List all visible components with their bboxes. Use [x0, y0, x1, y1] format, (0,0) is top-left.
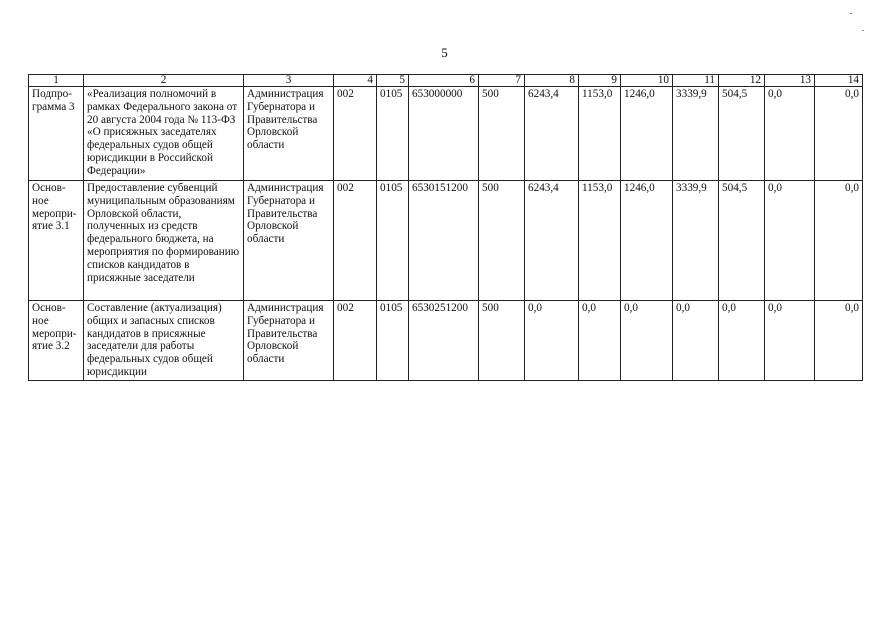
table-row — [29, 301, 863, 381]
column-header: 7 — [479, 75, 525, 87]
column-header: 13 — [765, 75, 815, 87]
column-header: 3 — [244, 75, 334, 87]
row-total: 6243,4 — [525, 181, 579, 301]
column-header: 12 — [719, 75, 765, 87]
row-y4: 0,0 — [719, 301, 765, 381]
row-type: Основ-ное меропри-ятие 3.2 — [29, 301, 84, 381]
row-rzpr: 0105 — [377, 301, 409, 381]
row-name: Составление (актуализация) общих и запасных списков кандидатов в присяжные заседатели для работы федеральных судов общей юрисдикции — [84, 301, 244, 381]
column-header: 5 — [377, 75, 409, 87]
row-y2: 1246,0 — [621, 181, 673, 301]
row-rzpr: 0105 — [377, 181, 409, 301]
budget-table — [28, 74, 863, 381]
table-row — [29, 181, 863, 301]
scan-speck — [850, 13, 852, 14]
column-header: 6 — [409, 75, 479, 87]
column-header: 1 — [29, 75, 84, 87]
row-y5: 0,0 — [765, 301, 815, 381]
row-y6: 0,0 — [815, 181, 863, 301]
page-number: 5 — [441, 45, 448, 60]
row-type: Подпро-грамма 3 — [29, 87, 84, 181]
row-vr: 500 — [479, 181, 525, 301]
scan-speck — [862, 30, 864, 31]
row-name: «Реализация полномочий в рамках Федерального закона от 20 августа 2004 года № 113-ФЗ «О присяжных заседателях федеральных судов общей юрисдикции в Российской Федерации» — [84, 87, 244, 181]
row-y6: 0,0 — [815, 87, 863, 181]
column-header: 4 — [334, 75, 377, 87]
row-type: Основ-ное меропри-ятие 3.1 — [29, 181, 84, 301]
column-header: 11 — [673, 75, 719, 87]
table-row — [29, 87, 863, 181]
row-y3: 0,0 — [673, 301, 719, 381]
column-header: 8 — [525, 75, 579, 87]
row-vr: 500 — [479, 301, 525, 381]
column-header: 2 — [84, 75, 244, 87]
column-header: 10 — [621, 75, 673, 87]
row-grbs: 002 — [334, 301, 377, 381]
row-total: 6243,4 — [525, 87, 579, 181]
column-numbers-row — [29, 75, 863, 87]
row-y1: 1153,0 — [579, 87, 621, 181]
row-name: Предоставление субвенций муниципальным образованиям Орловской области, полученных из средств федерального бюджета, на мероприятия по формированию списков кандидатов в присяжные заседатели — [84, 181, 244, 301]
row-y3: 3339,9 — [673, 87, 719, 181]
row-executor: Администрация Губернатора и Правительства Орловской области — [244, 301, 334, 381]
row-y2: 0,0 — [621, 301, 673, 381]
column-header: 9 — [579, 75, 621, 87]
row-executor: Администрация Губернатора и Правительства Орловской области — [244, 87, 334, 181]
row-y1: 1153,0 — [579, 181, 621, 301]
column-header: 14 — [815, 75, 863, 87]
row-y4: 504,5 — [719, 181, 765, 301]
row-y6: 0,0 — [815, 301, 863, 381]
row-y4: 504,5 — [719, 87, 765, 181]
row-y2: 1246,0 — [621, 87, 673, 181]
row-csr: 6530151200 — [409, 181, 479, 301]
row-executor: Администрация Губернатора и Правительства Орловской области — [244, 181, 334, 301]
row-grbs: 002 — [334, 181, 377, 301]
row-grbs: 002 — [334, 87, 377, 181]
row-y1: 0,0 — [579, 301, 621, 381]
row-csr: 653000000 — [409, 87, 479, 181]
row-y5: 0,0 — [765, 87, 815, 181]
row-total: 0,0 — [525, 301, 579, 381]
row-rzpr: 0105 — [377, 87, 409, 181]
row-vr: 500 — [479, 87, 525, 181]
row-csr: 6530251200 — [409, 301, 479, 381]
row-y3: 3339,9 — [673, 181, 719, 301]
row-y5: 0,0 — [765, 181, 815, 301]
